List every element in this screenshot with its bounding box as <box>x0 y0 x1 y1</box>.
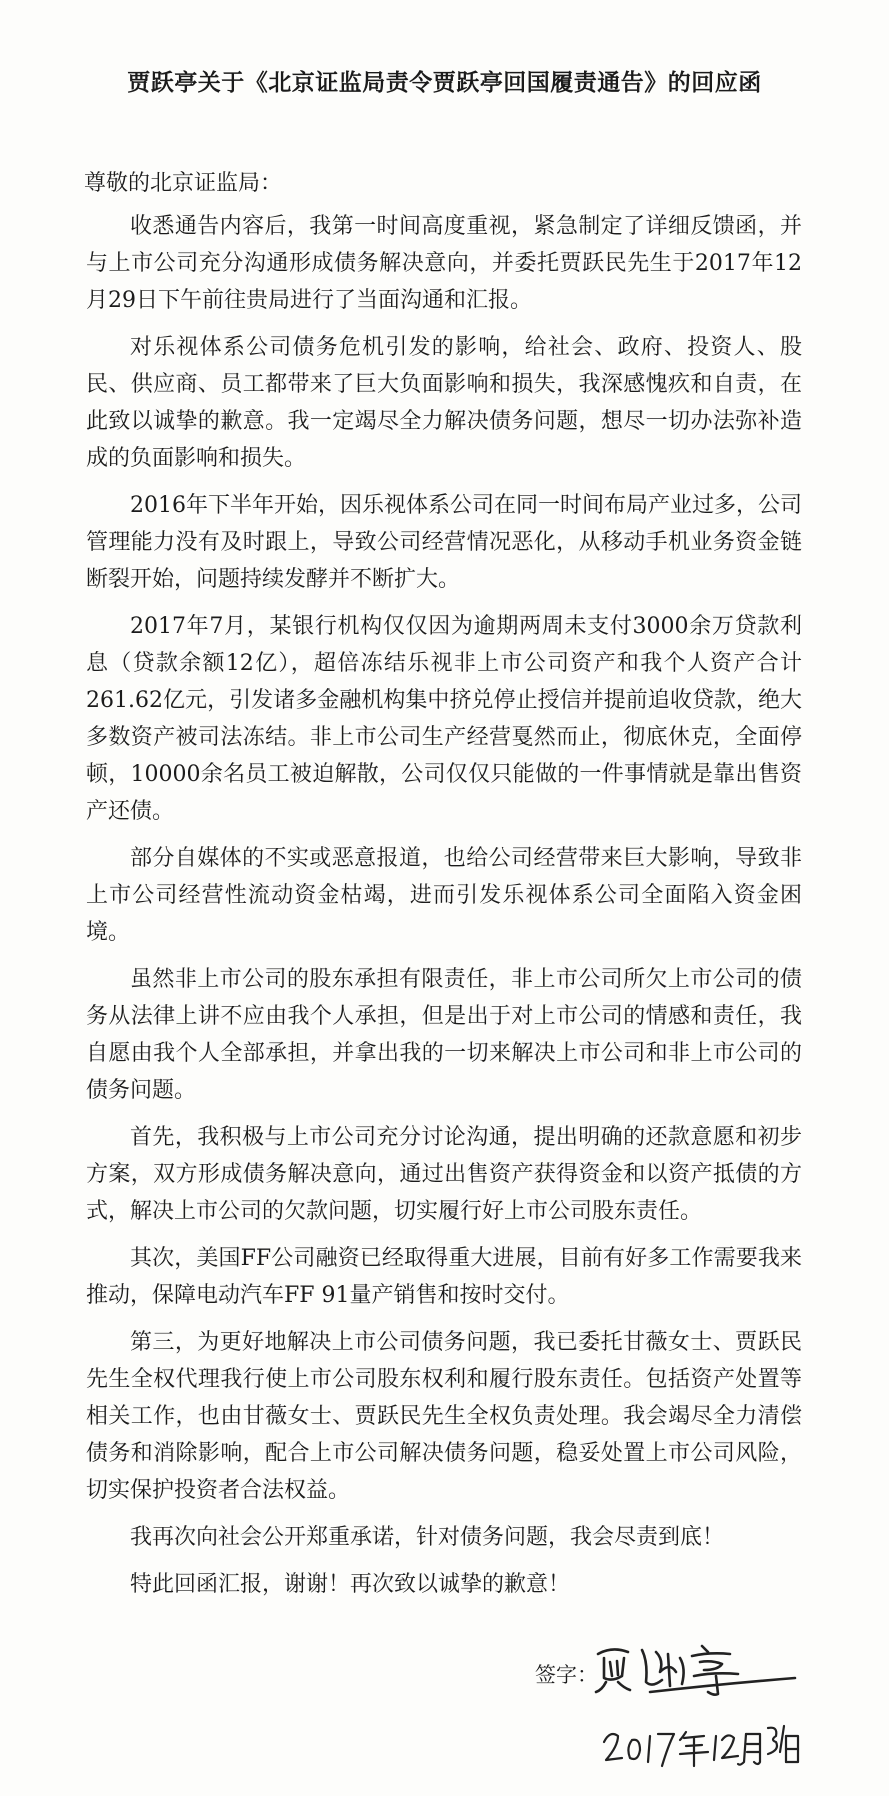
paragraph-6: 虽然非上市公司的股东承担有限责任，非上市公司所欠上市公司的债务从法律上讲不应由我个人承担，但是出于对上市公司的情感和责任，我自愿由我个人全部承担，并拿出我的一切来解决上市公司和非上市公司的债务问题。 <box>86 967 802 1103</box>
paragraph-10: 我再次向社会公开郑重承诺，针对债务问题，我会尽责到底！ <box>130 1525 725 1550</box>
letter-body <box>86 208 802 1613</box>
salutation: 尊敬的北京证监局： <box>84 171 283 196</box>
paragraph-8: 其次，美国FF公司融资已经取得重大进展，目前有好多工作需要我来推动，保障电动汽车FF 91量产销售和按时交付。 <box>86 1246 802 1308</box>
paragraph-4: 2017年7月，某银行机构仅仅因为逾期两周未支付3000余万贷款利息（贷款余额12亿），超倍冻结乐视非上市公司资产和我个人资产合计261.62亿元，引发诸多金融机构集中挤兑停止授信并提前追收贷款，绝大多数资产被司法冻结。非上市公司生产经营戛然而止，彻底休克，全面停顿，10000余名员工被迫解散，公司仅仅只能做的一件事情就是靠出售资产还债。 <box>86 614 802 824</box>
paragraph-9: 第三，为更好地解决上市公司债务问题，我已委托甘薇女士、贾跃民先生全权代理我行使上市公司股东权利和履行股东责任。包括资产处置等相关工作，也由甘薇女士、贾跃民先生全权负责处理。我会竭尽全力清偿债务和消除影响，配合上市公司解决债务问题，稳妥处置上市公司风险，切实保护投资者合法权益。 <box>86 1330 802 1503</box>
paragraph-5: 部分自媒体的不实或恶意报道，也给公司经营带来巨大影响，导致非上市公司经营性流动资金枯竭，进而引发乐视体系公司全面陷入资金困境。 <box>86 846 802 945</box>
document-title: 贾跃亭关于《北京证监局责令贾跃亭回国履责通告》的回应函 <box>127 69 762 96</box>
paragraph-2: 对乐视体系公司债务危机引发的影响，给社会、政府、投资人、股民、供应商、员工都带来了巨大负面影响和损失，我深感愧疚和自责，在此致以诚挚的歉意。我一定竭尽全力解决债务问题，想尽一切办法弥补造成的负面影响和损失。 <box>86 335 802 471</box>
paragraph-1: 收悉通告内容后，我第一时间高度重视，紧急制定了详细反馈函，并与上市公司充分沟通形成债务解决意向，并委托贾跃民先生于2017年12月29日下午前往贵局进行了当面沟通和汇报。 <box>86 214 802 313</box>
handwritten-signature <box>590 1632 800 1702</box>
paragraph-3: 2016年下半年开始，因乐视体系公司在同一时间布局产业过多，公司管理能力没有及时跟上，导致公司经营情况恶化，从移动手机业务资金链断裂开始，问题持续发酵并不断扩大。 <box>86 493 802 592</box>
handwritten-date <box>600 1712 800 1772</box>
paragraph-7: 首先，我积极与上市公司充分讨论沟通，提出明确的还款意愿和初步方案，双方形成债务解决意向，通过出售资产获得资金和以资产抵债的方式，解决上市公司的欠款问题，切实履行好上市公司股东责任。 <box>86 1125 802 1224</box>
paragraph-11: 特此回函汇报，谢谢！再次致以诚挚的歉意！ <box>130 1572 571 1597</box>
signature-label: 签字： <box>535 1663 598 1687</box>
